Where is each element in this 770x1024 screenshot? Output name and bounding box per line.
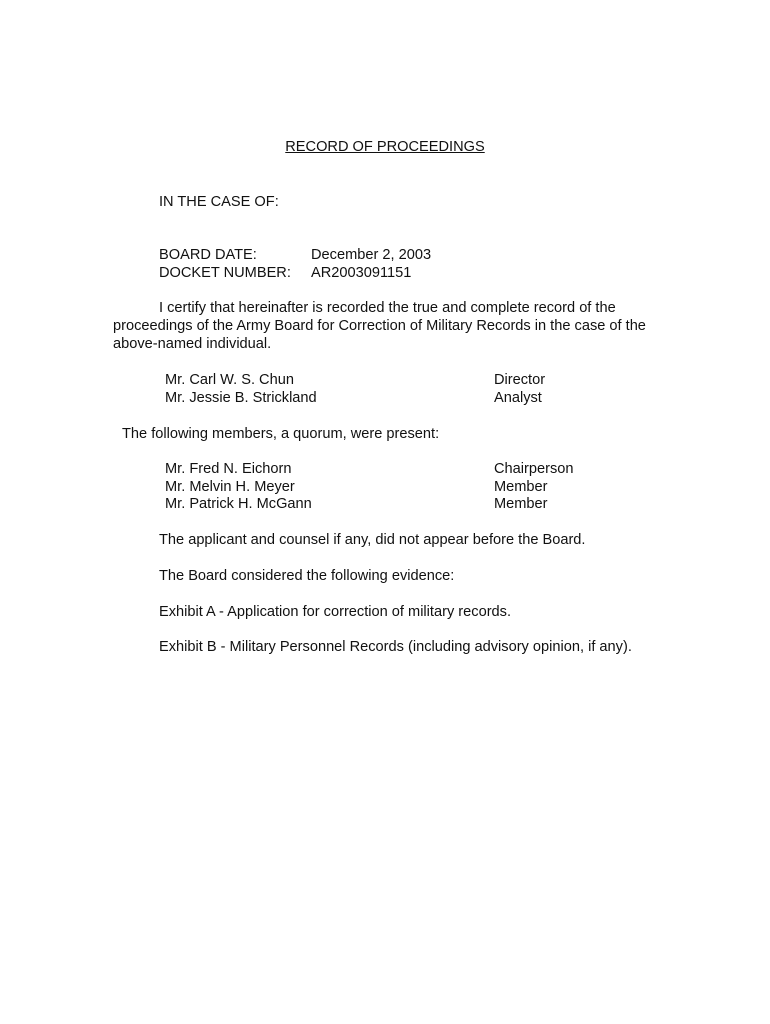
appearance-statement: The applicant and counsel if any, did not appear before the Board. [159, 532, 586, 548]
docket-number-label: DOCKET NUMBER: [159, 265, 291, 281]
exhibit-b: Exhibit B - Military Personnel Records (including advisory opinion, if any). [159, 639, 632, 655]
staff-role: Analyst [494, 390, 542, 406]
member-role: Chairperson [494, 461, 574, 477]
evidence-intro: The Board considered the following evidence: [159, 568, 455, 584]
member-name: Mr. Fred N. Eichorn [165, 461, 292, 477]
case-label: IN THE CASE OF: [159, 194, 279, 210]
document-title: RECORD OF PROCEEDINGS [285, 139, 485, 155]
board-date-label: BOARD DATE: [159, 247, 257, 263]
member-role: Member [494, 496, 548, 512]
quorum-statement: The following members, a quorum, were present: [122, 426, 440, 442]
board-date-value: December 2, 2003 [311, 247, 432, 263]
staff-role: Director [494, 372, 546, 388]
member-name: Mr. Melvin H. Meyer [165, 479, 295, 495]
exhibit-a: Exhibit A - Application for correction of military records. [159, 604, 512, 620]
docket-number-value: AR2003091151 [311, 265, 412, 281]
staff-name: Mr. Jessie B. Strickland [165, 390, 317, 406]
staff-name: Mr. Carl W. S. Chun [165, 372, 294, 388]
certification-paragraph: I certify that hereinafter is recorded the true and complete record of the proceedings of the Army Board for Correction of Military Records in the case of the above-named individual. [113, 300, 646, 352]
member-name: Mr. Patrick H. McGann [165, 496, 312, 512]
member-role: Member [494, 479, 548, 495]
